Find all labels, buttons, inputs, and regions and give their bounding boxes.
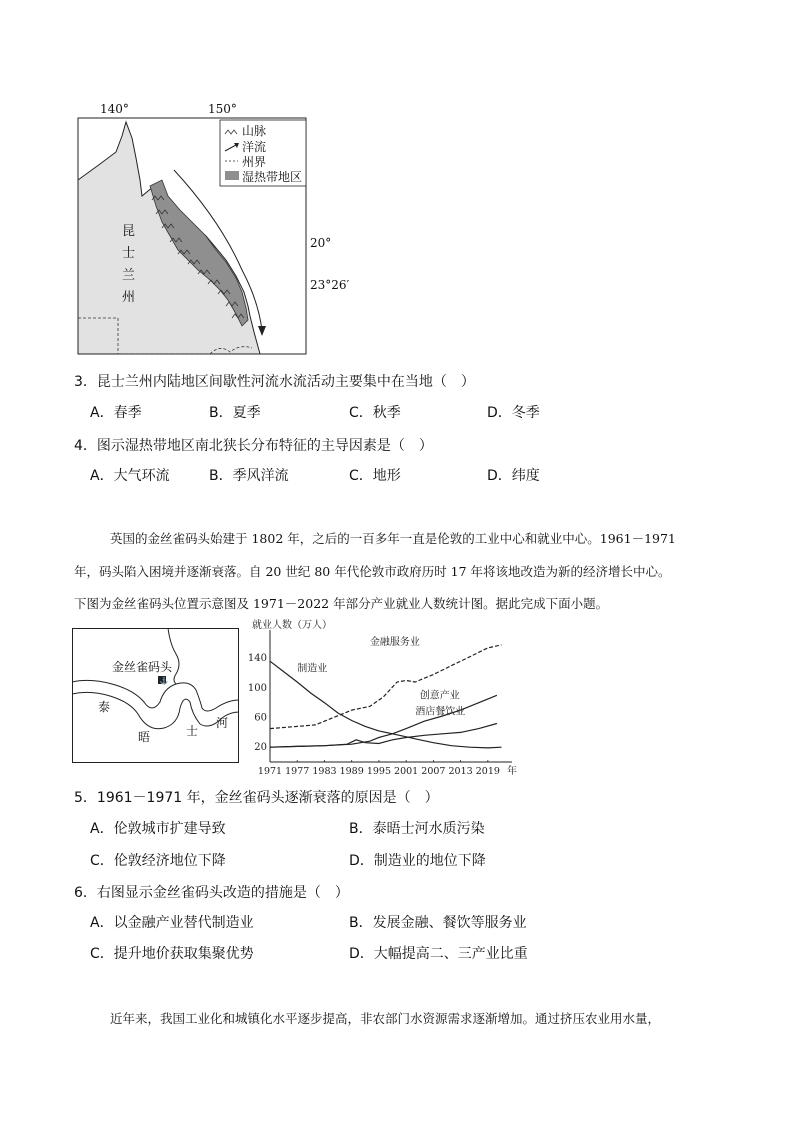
passage-2-line-3: 下图为金丝雀码头位置示意图及 1971－2022 年部分产业就业人数统计图。据此完成下面小题。 xyxy=(74,596,609,611)
legend-current-label: 洋流 xyxy=(242,140,267,154)
q5-option-d[interactable]: D．制造业的地位下降 xyxy=(349,853,486,869)
series-line-0 xyxy=(270,645,502,729)
q4-option-c[interactable]: C．地形 xyxy=(349,468,401,484)
q4-option-b[interactable]: B．季风洋流 xyxy=(209,468,289,484)
series-line-3 xyxy=(270,724,497,748)
region-char-3: 兰 xyxy=(122,268,136,283)
region-char-1: 昆 xyxy=(122,224,136,239)
q4-option-d[interactable]: D．纬度 xyxy=(487,468,540,484)
q5-option-b[interactable]: B．泰晤士河水质污染 xyxy=(349,821,485,837)
q3-option-a[interactable]: A．春季 xyxy=(90,405,142,421)
river-char-2: 晤 xyxy=(138,730,151,744)
svg-text:⚓: ⚓ xyxy=(159,677,169,685)
legend-border-label: 州界 xyxy=(242,155,267,169)
river-char-1: 泰 xyxy=(98,700,111,714)
question-4-stem: 4．图示湿热带地区南北狭长分布特征的主导因素是（ ） xyxy=(74,438,433,454)
y-tick-label: 100 xyxy=(247,682,267,694)
legend-wet-tropics-label: 湿热带地区 xyxy=(242,170,303,184)
lat-label-2326: 23°26′ xyxy=(310,278,350,292)
passage-2-line-2: 年，码头陷入困境并逐渐衰落。自 20 世纪 80 年代伦敦市政府历时 17 年将该地改造为新的经济增长中心。 xyxy=(74,564,671,579)
queensland-map xyxy=(70,100,350,360)
river-char-4: 河 xyxy=(216,716,229,730)
lon-label-140: 140° xyxy=(100,102,129,116)
region-char-2: 士 xyxy=(122,246,136,261)
x-axis-label: 年 xyxy=(507,766,517,777)
region-char-4: 州 xyxy=(122,290,136,305)
y-tick-label: 60 xyxy=(254,712,267,724)
question-6-stem: 6．右图显示金丝雀码头改造的措施是（ ） xyxy=(74,885,349,901)
queensland-map-svg xyxy=(70,100,350,360)
legend-wet-tropics-swatch xyxy=(225,171,239,180)
q6-option-c[interactable]: C．提升地价获取集聚优势 xyxy=(90,946,254,962)
x-tick-label: 2019 xyxy=(475,766,500,777)
canary-wharf-map-svg xyxy=(72,628,240,764)
x-tick-label: 1989 xyxy=(339,766,364,777)
q5-option-c[interactable]: C．伦敦经济地位下降 xyxy=(90,853,226,869)
x-tick-label: 1983 xyxy=(312,766,337,777)
site-label-canary-wharf: 金丝雀码头 xyxy=(112,660,173,674)
y-tick-label: 20 xyxy=(254,742,267,754)
series-label-2: 创意产业 xyxy=(419,690,460,702)
x-tick-label: 2013 xyxy=(448,766,473,777)
legend-mountain-label: 山脉 xyxy=(242,124,267,138)
passage-2-line-1: 英国的金丝雀码头始建于 1802 年，之后的一百多年一直是伦敦的工业中心和就业中心。1961－1971 xyxy=(110,531,676,546)
q3-option-d[interactable]: D．冬季 xyxy=(487,405,540,421)
q6-option-a[interactable]: A．以金融产业替代制造业 xyxy=(90,915,254,931)
question-5-stem: 5．1961－1971 年，金丝雀码头逐渐衰落的原因是（ ） xyxy=(74,790,439,806)
question-3-stem: 3．昆士兰州内陆地区间歇性河流水流活动主要集中在当地（ ） xyxy=(74,374,475,390)
q3-option-b[interactable]: B．夏季 xyxy=(209,405,261,421)
q5-option-a[interactable]: A．伦敦城市扩建导致 xyxy=(90,821,226,837)
series-label-1: 制造业 xyxy=(297,663,328,675)
q4-option-a[interactable]: A．大气环流 xyxy=(90,468,170,484)
y-tick-label: 140 xyxy=(247,653,267,665)
x-tick-label: 1977 xyxy=(285,766,310,777)
q6-option-b[interactable]: B．发展金融、餐饮等服务业 xyxy=(349,915,527,931)
x-tick-label: 2007 xyxy=(421,766,446,777)
series-label-3: 酒店餐饮业 xyxy=(415,706,466,718)
q3-option-c[interactable]: C．秋季 xyxy=(349,405,401,421)
x-tick-label: 2001 xyxy=(394,766,419,777)
lat-label-20: 20° xyxy=(310,236,332,250)
series-label-0: 金融服务业 xyxy=(369,636,420,648)
y-axis-label: 就业人数（万人） xyxy=(252,620,332,631)
series-line-2 xyxy=(270,695,497,747)
lon-label-150: 150° xyxy=(208,102,237,116)
canary-wharf-map xyxy=(72,628,240,764)
passage-3-line-1: 近年来，我国工业化和城镇化水平逐步提高，非农部门水资源需求逐渐增加。通过挤压农业用水量， xyxy=(110,1011,661,1026)
employment-chart xyxy=(247,616,526,782)
employment-chart-svg xyxy=(247,616,526,782)
x-tick-label: 1995 xyxy=(366,766,392,777)
x-tick-label: 1971 xyxy=(257,766,283,777)
river-char-3: 士 xyxy=(186,724,199,738)
q6-option-d[interactable]: D．大幅提高二、三产业比重 xyxy=(349,946,528,962)
